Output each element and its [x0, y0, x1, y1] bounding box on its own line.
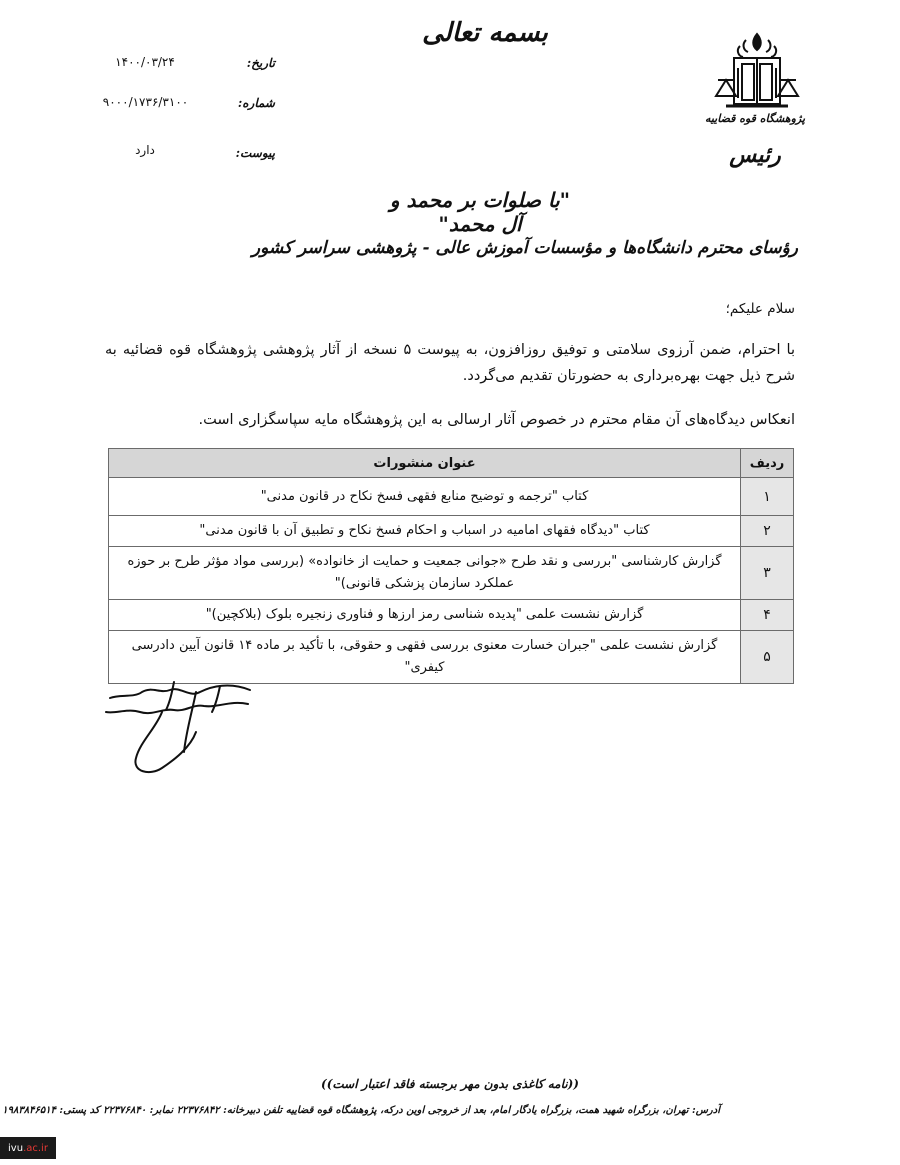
- body-paragraph-1: با احترام، ضمن آرزوی سلامتی و توفیق روزافزون، به پیوست ۵ نسخه از آثار پژوهشی پژوهشگاه قوه قضائیه به شرح ذیل جهت بهره‌برداری به حضورتان تقدیم می‌گردد.: [105, 342, 796, 384]
- recipient-line: رؤسای محترم دانشگاه‌ها و مؤسسات آموزش عالی - پژوهشی سراسر کشور: [251, 238, 798, 258]
- row-title: کتاب "ترجمه و توضیح منابع فقهی فسخ نکاح در قانون مدنی": [109, 478, 741, 516]
- date-value: ۱۴۰۰/۰۳/۲۴: [115, 55, 175, 69]
- number-value: ۹۰۰۰/۱۷۳۶/۳۱۰۰: [102, 95, 189, 109]
- row-number: ۲: [741, 516, 794, 547]
- date-label: تاریخ:: [246, 56, 275, 70]
- row-title: گزارش نشست علمی "پدیده شناسی رمز ارزها و فناوری زنجیره بلوک (بلاکچین)": [109, 600, 741, 631]
- table-row: [109, 547, 794, 600]
- publications-table: [108, 448, 794, 684]
- org-name: پژوهشگاه قوه قضاییه: [704, 112, 806, 125]
- footer-address: آدرس: تهران، بزرگراه شهید همت، بزرگراه یادگار امام، بعد از خروجی اوین درکه، پژوهشگاه قوه قضاییه تلفن دبیرخانه: ۲۲۳۷۶۸۴۲ نمابر: ۲۲۳۷۶۸۴۰ کد پستی: ۱۹۸۳۸۴۶۵۱۴: [2, 1105, 720, 1116]
- row-title: گزارش کارشناسی "بررسی و نقد طرح «جوانی جمعیت و حمایت از خانواده» (بررسی مواد مؤثر طرح بر حوزه عملکرد سازمان پزشکی قانونی)": [109, 547, 741, 600]
- table-row: [109, 600, 794, 631]
- head-title: رئیس: [729, 142, 781, 168]
- row-number: ۳: [741, 547, 794, 600]
- row-number: ۱: [741, 478, 794, 516]
- row-title: کتاب "دیدگاه فقهای امامیه در اسباب و احکام فسخ نکاح و تطبیق آن با قانون مدنی": [109, 516, 741, 547]
- bismillah-heading: بسمه تعالی: [422, 18, 548, 48]
- attachment-label: پیوست:: [235, 146, 275, 160]
- row-number: ۴: [741, 600, 794, 631]
- row-number: ۵: [741, 631, 794, 684]
- greeting: سلام علیکم؛: [725, 301, 795, 317]
- handwritten-signature: [100, 672, 260, 782]
- footer-note: ((نامه کاغذی بدون مهر برجسته فاقد اعتبار است)): [321, 1077, 579, 1091]
- col-title-header: عنوان منشورات: [109, 449, 741, 478]
- table-row: [109, 516, 794, 547]
- table-header-row: [109, 449, 794, 478]
- site-watermark: [0, 1137, 56, 1159]
- table-row: [109, 478, 794, 516]
- number-label: شماره:: [237, 96, 275, 110]
- watermark-main: ivu: [8, 1142, 24, 1154]
- body-paragraph-2: انعکاس دیدگاه‌های آن مقام محترم در خصوص آثار ارسالی به این پژوهشگاه مایه سپاسگزاری است.: [198, 412, 795, 428]
- col-row-header: ردیف: [741, 449, 794, 478]
- attachment-value: دارد: [135, 143, 155, 157]
- salawat-line: "با صلوات بر محمد و آل محمد": [389, 188, 571, 236]
- row-title: گزارش نشست علمی "جبران خسارت معنوی بررسی فقهی و حقوقی، با تأکید بر ماده ۱۴ قانون آیین دادرسی کیفری": [109, 631, 741, 684]
- watermark-tld: .ac.ir: [23, 1142, 48, 1154]
